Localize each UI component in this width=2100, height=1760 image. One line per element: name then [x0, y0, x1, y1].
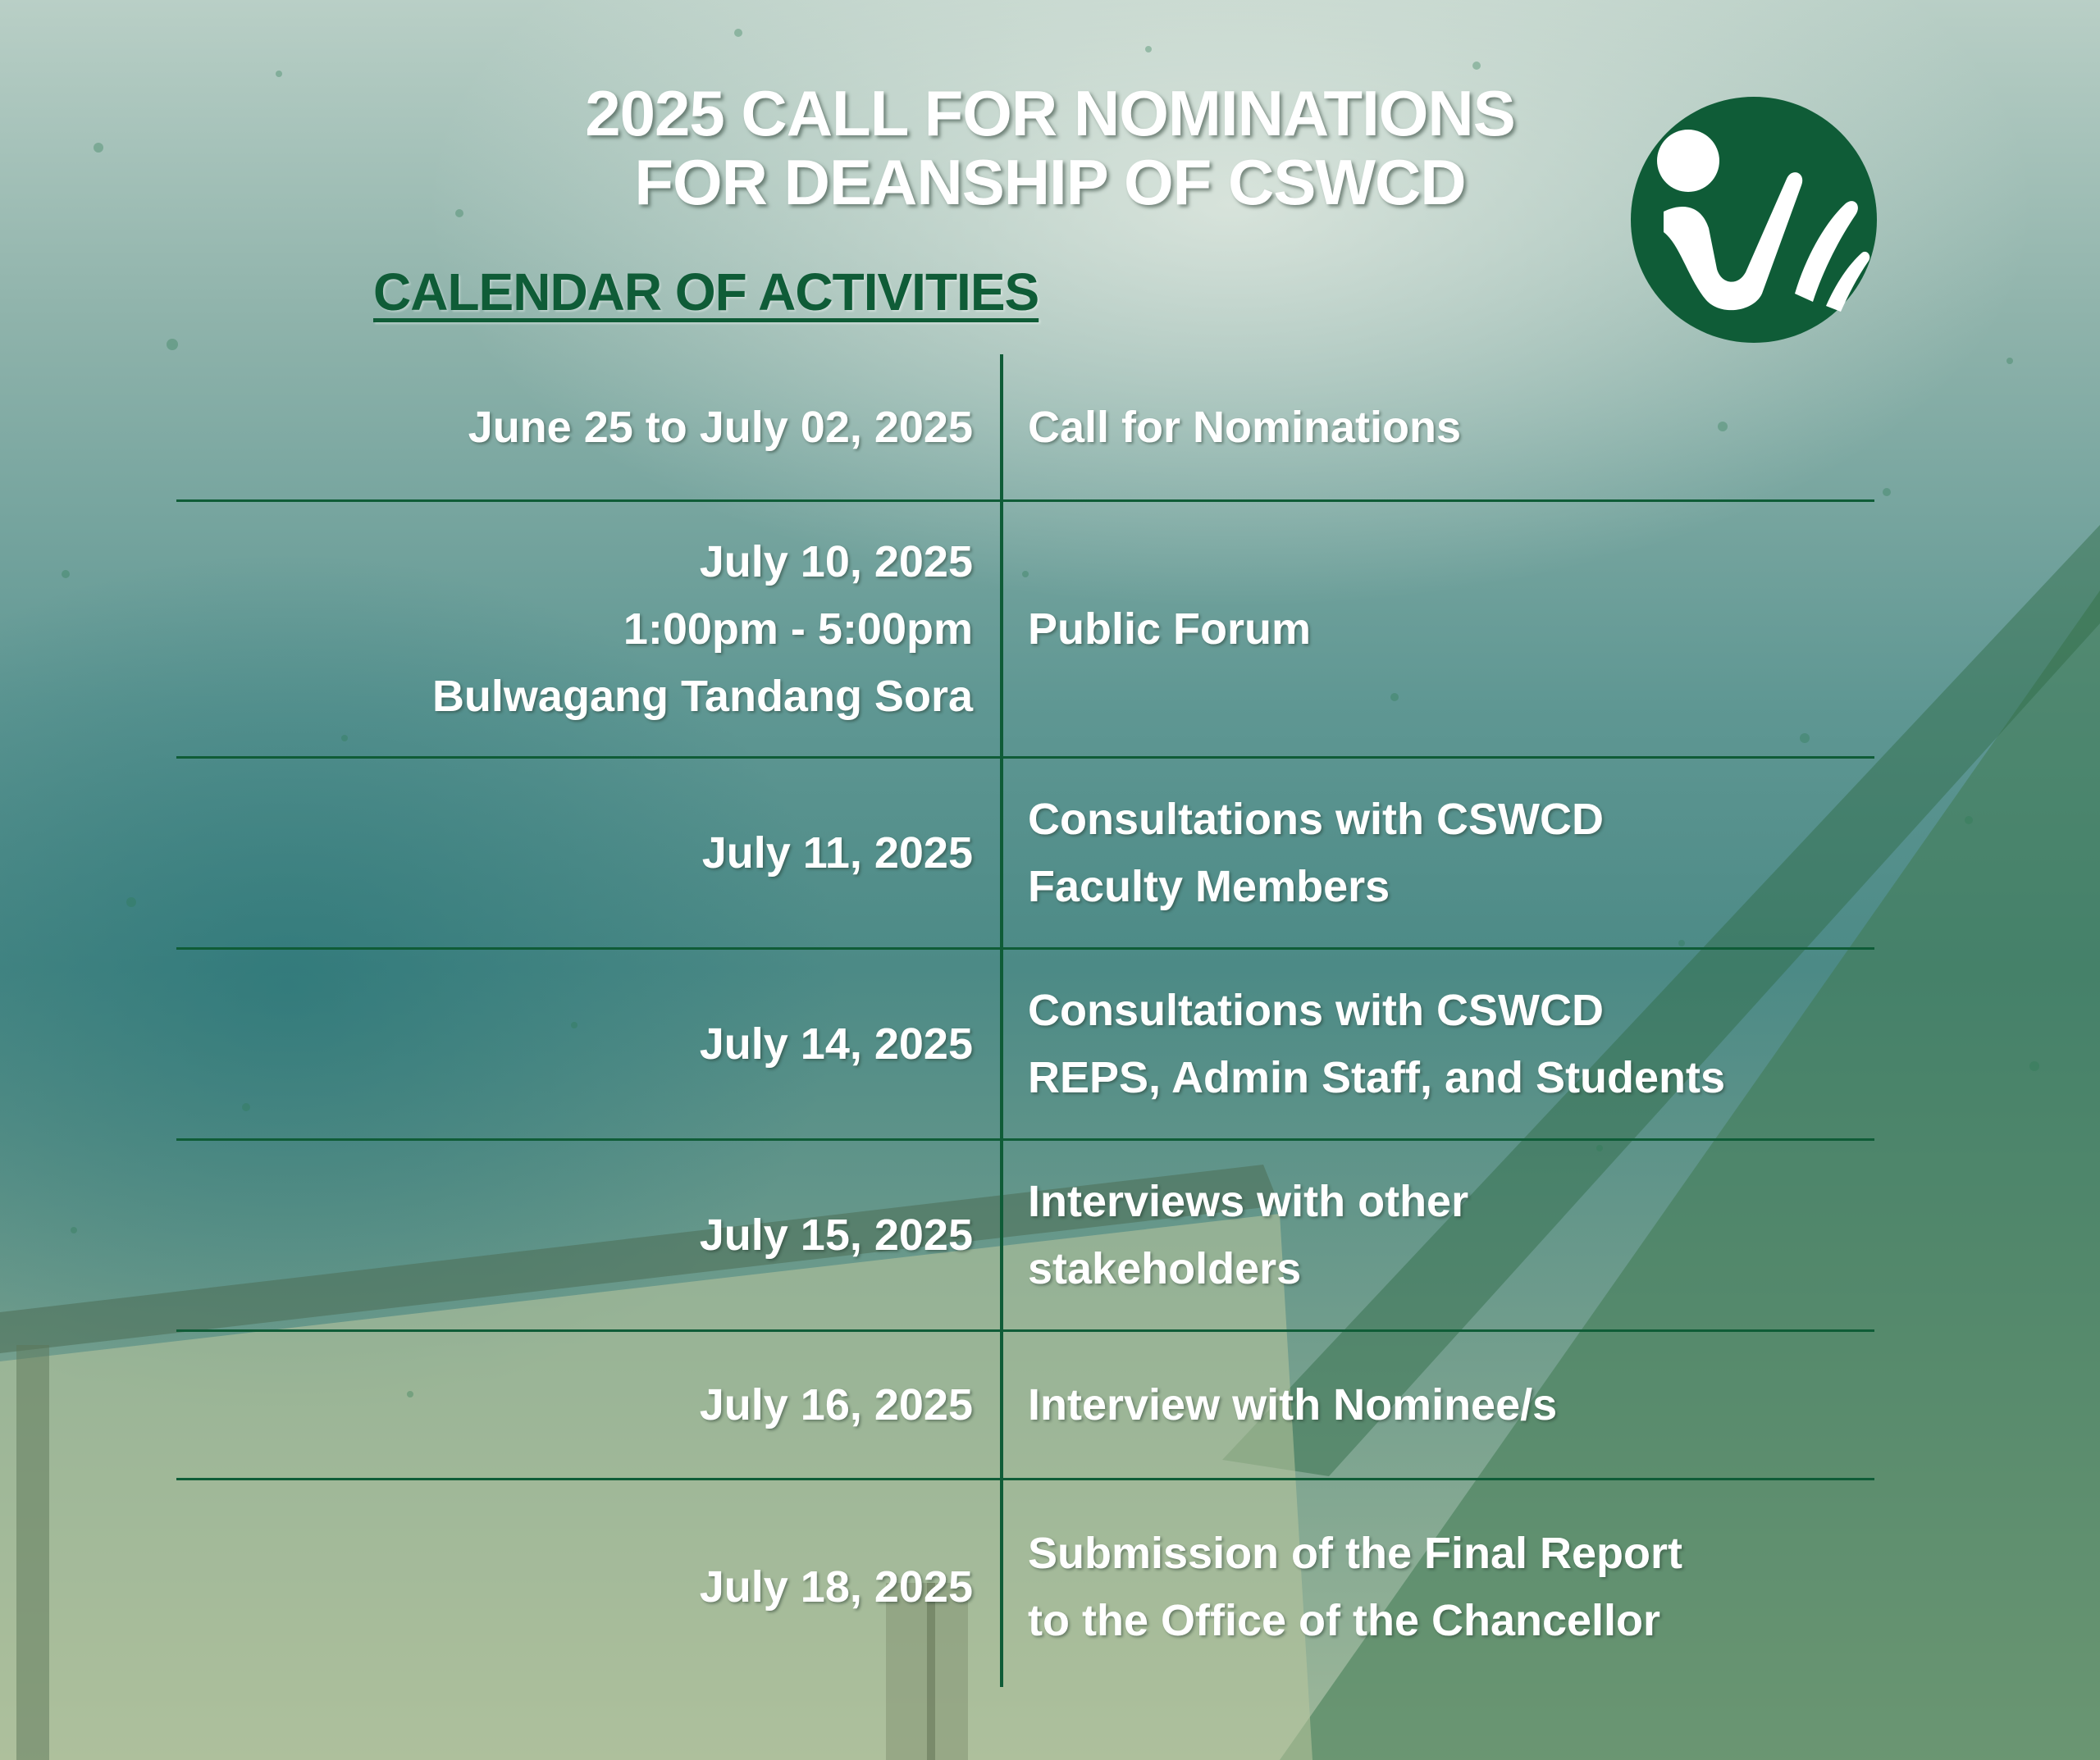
- activity-description: Public Forum: [1028, 604, 1312, 654]
- table-row: [176, 354, 1874, 502]
- table-row: [176, 1332, 1874, 1480]
- activity-date: June 25 to July 02, 2025: [468, 402, 973, 452]
- table-row: [176, 950, 1874, 1141]
- activity-date: July 11, 2025: [701, 828, 973, 878]
- activity-description: Interviews with other stakeholders: [1028, 1177, 1469, 1293]
- activity-description: Call for Nominations: [1028, 402, 1462, 452]
- activity-description: Consultations with CSWCD REPS, Admin Staff, and Students: [1028, 986, 1726, 1102]
- calendar-table: [176, 354, 1874, 1694]
- activity-date: July 14, 2025: [699, 1019, 973, 1069]
- table-row: [176, 759, 1874, 950]
- activity-date: July 18, 2025: [699, 1562, 973, 1612]
- activity-description: Submission of the Final Report to the Office of the Chancellor: [1028, 1529, 1683, 1645]
- title-line-1: 2025 CALL FOR NOMINATIONS: [585, 77, 1515, 149]
- activity-description: Interview with Nominee/s: [1028, 1380, 1558, 1429]
- activity-date: July 16, 2025: [699, 1380, 973, 1429]
- activity-description: Consultations with CSWCD Faculty Members: [1028, 795, 1604, 911]
- page-title: [427, 79, 1673, 217]
- activity-date: July 10, 2025 1:00pm - 5:00pm Bulwagang Tandang Sora: [431, 537, 973, 721]
- table-row: [176, 1141, 1874, 1332]
- section-heading: CALENDAR OF ACTIVITIES: [373, 262, 1039, 321]
- activity-date: July 15, 2025: [699, 1211, 973, 1260]
- cswcd-logo-icon: [1631, 97, 1877, 343]
- table-row: [176, 502, 1874, 759]
- title-line-2: FOR DEANSHIP OF CSWCD: [634, 146, 1466, 218]
- table-row: [176, 1480, 1874, 1694]
